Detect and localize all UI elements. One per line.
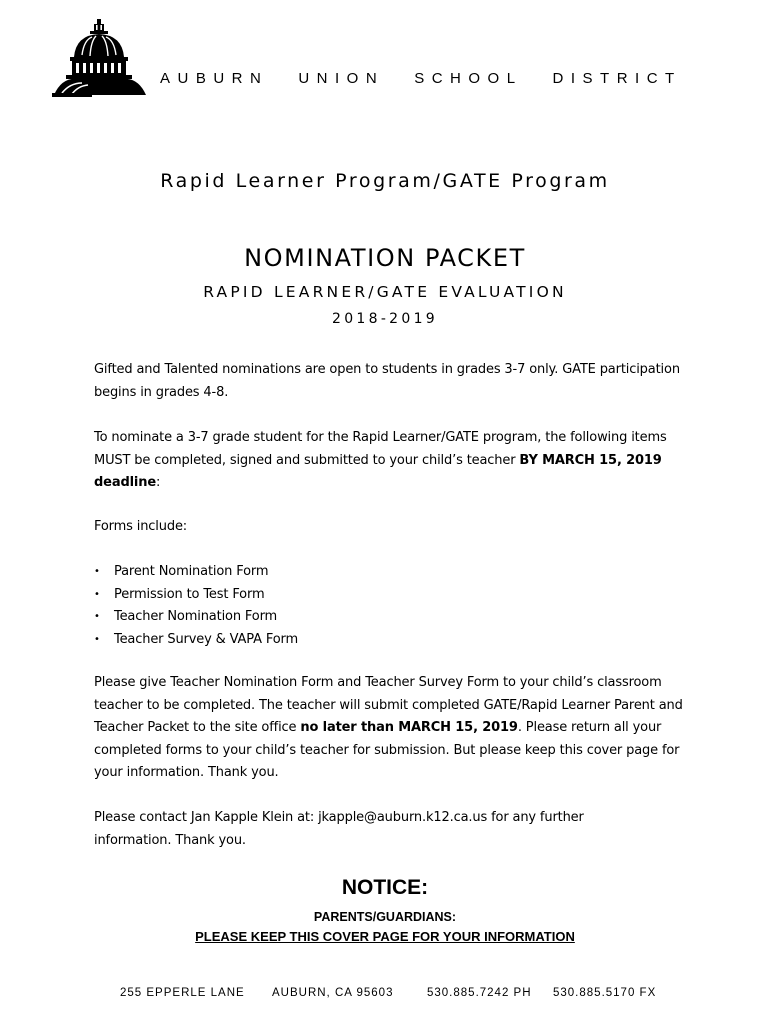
program-title: Rapid Learner Program/GATE Program (160, 170, 610, 192)
instructions-end: : (156, 475, 161, 490)
footer-address: 255 EPPERLE LANE (120, 987, 245, 999)
list-item: • Teacher Nomination Form (92, 606, 298, 629)
district-word: DISTRICT (552, 70, 682, 87)
district-word: SCHOOL (414, 70, 523, 87)
footer-contact (120, 987, 656, 999)
footer-fax: 530.885.5170 FX (553, 987, 657, 999)
district-logo (52, 17, 148, 97)
list-item: • Teacher Survey & VAPA Form (92, 629, 298, 652)
notice-audience: PARENTS/GUARDIANS: (313, 910, 457, 924)
list-item: • Parent Nomination Form (92, 561, 298, 584)
instructions-paragraph (94, 427, 669, 495)
submission-text: Please give Teacher Nomination Form and Teacher Survey Form to your child’s classroom teacher to be completed. The teacher will submit completed GATE/Rapid Learner Parent and Teacher Packet to the site office (94, 675, 683, 735)
page-title: NOMINATION PACKET (244, 244, 526, 272)
submission-text-end: . Please return all your completed forms to your child’s teacher for submission. But please keep this cover page for your information. Thank you. (94, 720, 680, 780)
footer-city: AUBURN, CA 95603 (272, 987, 394, 999)
notice-instruction: PLEASE KEEP THIS COVER PAGE FOR YOUR INFORMATION (195, 929, 575, 944)
instructions-text: To nominate a 3-7 grade student for the Rapid Learner/GATE program, the following items MUST be completed, signed and submitted to your child’s teacher (94, 430, 667, 468)
school-year: 2018-2019 (331, 311, 438, 327)
capitol-dome-icon (52, 17, 148, 97)
footer-phone: 530.885.7242 PH (427, 987, 532, 999)
page-subtitle: RAPID LEARNER/GATE EVALUATION (203, 283, 567, 301)
contact-paragraph: Please contact Jan Kapple Klein at: jkapple@auburn.k12.ca.us for any further information. Thank you. (94, 810, 584, 848)
forms-list (92, 561, 298, 651)
submission-deadline: no later than MARCH 15, 2019 (300, 720, 518, 735)
submission-paragraph (94, 672, 694, 785)
district-word: AUBURN (160, 70, 269, 87)
list-item: • Permission to Test Form (92, 584, 298, 607)
notice-title: NOTICE: (341, 876, 429, 899)
district-name (160, 70, 682, 87)
forms-heading: Forms include: (94, 519, 188, 534)
deadline-text: BY MARCH 15, 2019 deadline (94, 452, 662, 490)
district-word: UNION (298, 70, 385, 87)
intro-paragraph: Gifted and Talented nominations are open to students in grades 3-7 only. GATE participation begins in grades 4-8. (94, 362, 680, 400)
